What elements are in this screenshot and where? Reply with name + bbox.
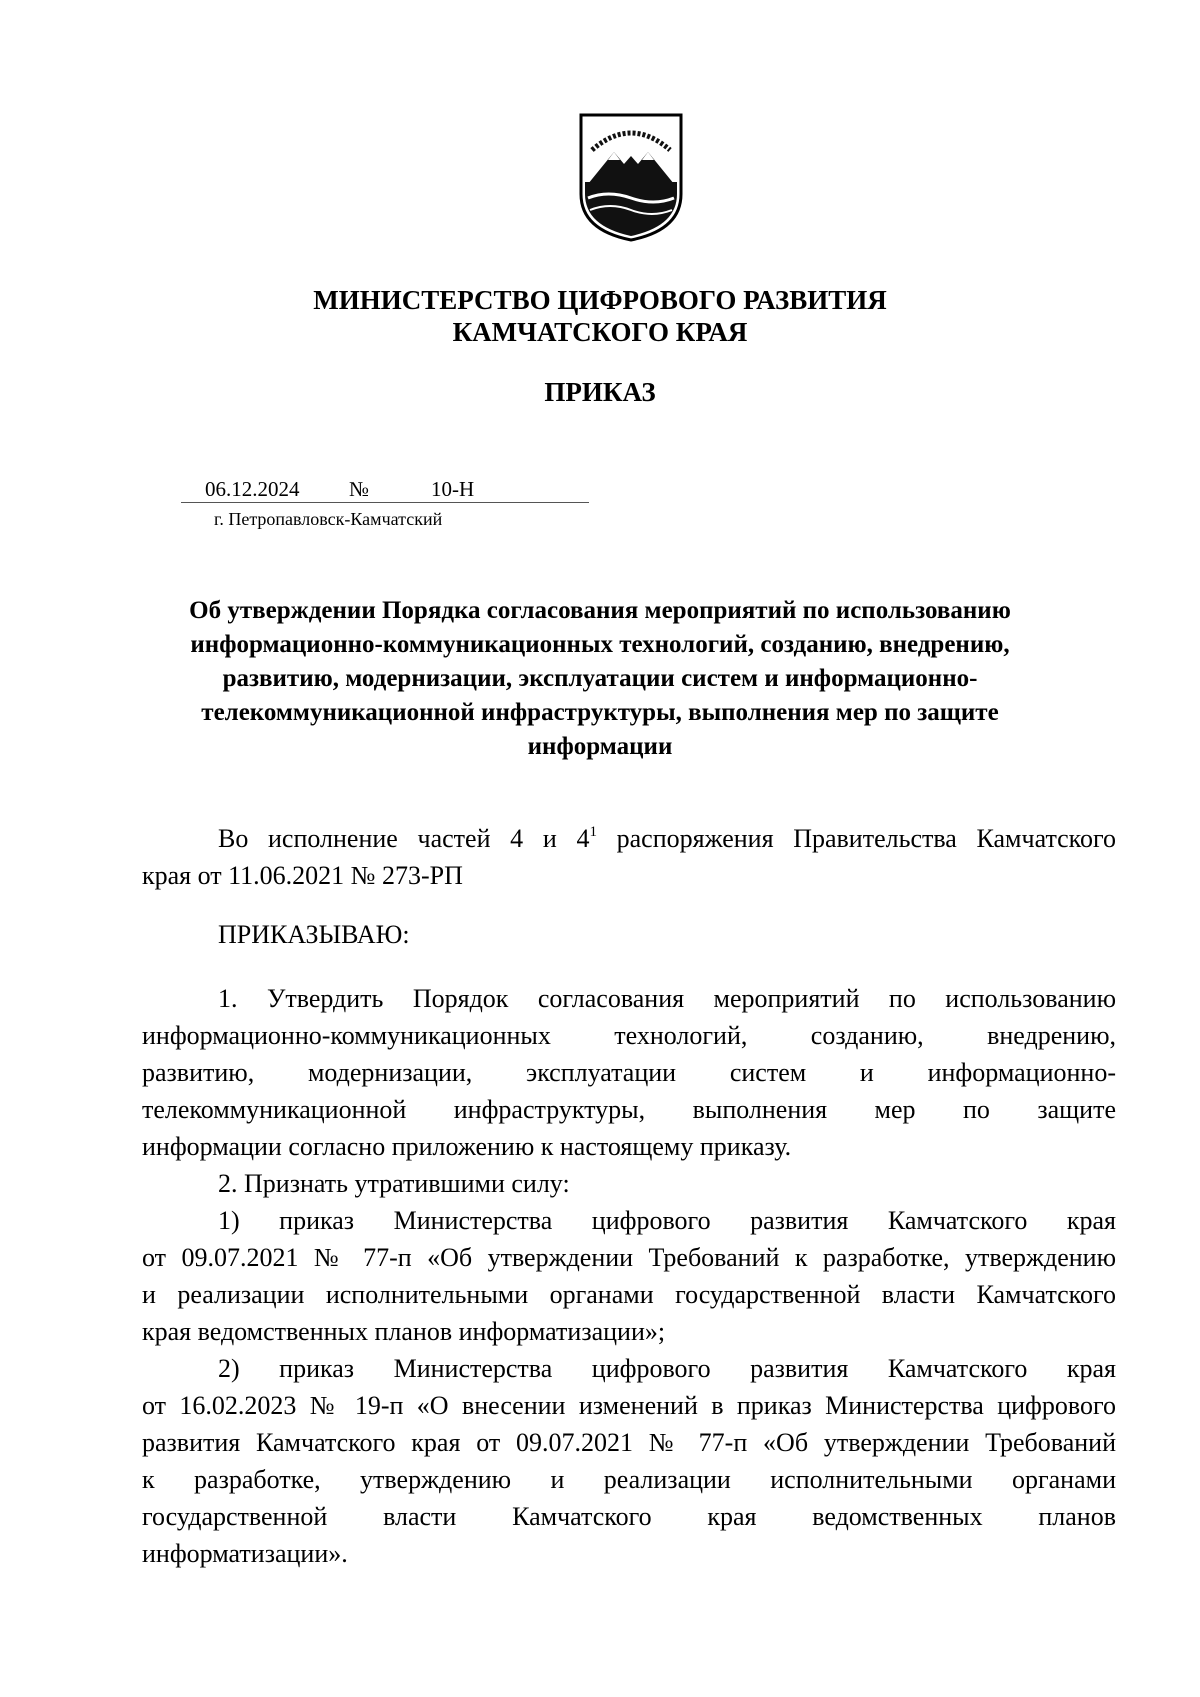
- item1-line: развитию, модернизации, эксплуатации систем и информационно-: [142, 1058, 1116, 1087]
- date-number-line: [181, 476, 589, 503]
- document-date: 06.12.2024: [205, 477, 300, 501]
- sub2-line: развития Камчатского края от 09.07.2021 № 77-п «Об утверждении Требований: [142, 1428, 1116, 1457]
- sub2-line: 2) приказ Министерства цифрового развития Камчатского края: [218, 1354, 1116, 1383]
- item1-line: информационно-коммуникационных технологий, созданию, внедрению,: [142, 1021, 1116, 1050]
- sub1-line: от 09.07.2021 № 77-п «Об утверждении Требований к разработке, утверждению: [142, 1243, 1116, 1272]
- order-word: ПРИКАЗЫВАЮ:: [218, 920, 410, 949]
- sub2-line: информатизации».: [142, 1539, 348, 1568]
- sub2-line: от 16.02.2023 № 19-п «О внесении изменений в приказ Министерства цифрового: [142, 1391, 1116, 1420]
- sub1-line: края ведомственных планов информатизации»;: [142, 1317, 666, 1346]
- ministry-line-2: КАМЧАТСКОГО КРАЯ: [452, 317, 748, 347]
- title-line: Об утверждении Порядка согласования мероприятий по использованию: [189, 597, 1011, 624]
- document-title: [150, 594, 1050, 764]
- document-city: г. Петропавловск-Камчатский: [214, 509, 443, 529]
- preamble-text-part-2: распоряжения Правительства Камчатского: [596, 824, 1116, 853]
- title-line: телекоммуникационной инфраструктуры, выполнения мер по защите: [201, 699, 999, 726]
- ministry-line-1: МИНИСТЕРСТВО ЦИФРОВОГО РАЗВИТИЯ: [313, 285, 887, 315]
- item1-line: телекоммуникационной инфраструктуры, выполнения мер по защите: [142, 1095, 1116, 1124]
- title-line: информации: [527, 733, 673, 760]
- preamble: [142, 820, 1116, 894]
- sub2-line: государственной власти Камчатского края ведомственных планов: [142, 1502, 1116, 1531]
- document-type: ПРИКАЗ: [544, 377, 656, 407]
- item1-line: 1. Утвердить Порядок согласования мероприятий по использованию: [218, 984, 1116, 1013]
- preamble-superscript: 1: [589, 824, 597, 840]
- order-word-block: [142, 916, 1116, 953]
- number-sign: №: [349, 477, 370, 501]
- sub1-line: и реализации исполнительными органами государственной власти Камчатского: [142, 1280, 1116, 1309]
- item1-line: информации согласно приложению к настоящему приказу.: [142, 1132, 792, 1161]
- preamble-text-part-1: Во исполнение частей 4 и 4: [218, 824, 590, 853]
- title-line: развитию, модернизации, эксплуатации систем и информационно-: [222, 665, 978, 692]
- sub1-line: 1) приказ Министерства цифрового развития Камчатского края: [218, 1206, 1116, 1235]
- ministry-name: [0, 284, 1200, 348]
- item2-line: 2. Признать утратившими силу:: [218, 1169, 570, 1198]
- document-number: 10-Н: [431, 477, 475, 501]
- coat-of-arms-emblem: [578, 112, 684, 242]
- title-line: информационно-коммуникационных технологий, созданию, внедрению,: [190, 631, 1010, 658]
- sub2-line: к разработке, утверждению и реализации исполнительными органами: [142, 1465, 1116, 1494]
- preamble-line-2: края от 11.06.2021 № 273-РП: [142, 861, 463, 890]
- preamble-line-1: [142, 820, 1116, 857]
- order-items: [142, 980, 1116, 1572]
